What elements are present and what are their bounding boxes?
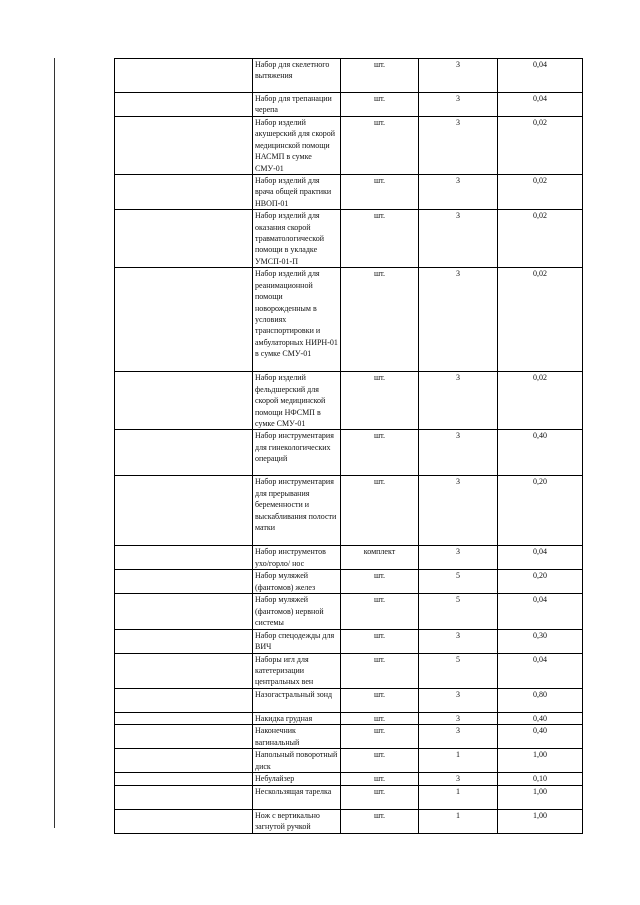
item-name-cell: Набор изделий для врача общей практики НВОП-01 (253, 175, 341, 210)
item-name-cell: Набор изделий для реанимационной помощи новорожденным в условиях транспортировки и амбулаторных НИРН-01 в сумке СМУ-01 (253, 268, 341, 372)
table-row (115, 430, 583, 476)
rate-cell: 0,04 (498, 546, 583, 570)
rate-cell: 1,00 (498, 785, 583, 809)
row-index-cell (115, 210, 253, 268)
unit-cell: шт. (341, 653, 419, 688)
unit-cell: шт. (341, 372, 419, 430)
rate-cell: 0,04 (498, 93, 583, 117)
quantity-cell: 3 (419, 629, 498, 653)
row-index-cell (115, 372, 253, 430)
unit-cell: шт. (341, 117, 419, 175)
rate-cell: 0,02 (498, 175, 583, 210)
quantity-cell: 5 (419, 653, 498, 688)
item-name-cell: Набор инструментария для прерывания беременности и выскабливания полости матки (253, 476, 341, 546)
row-index-cell (115, 688, 253, 712)
quantity-cell: 5 (419, 570, 498, 594)
item-name-cell: Наконечник вагинальный (253, 725, 341, 749)
row-index-cell (115, 476, 253, 546)
unit-cell: шт. (341, 210, 419, 268)
table-row (115, 372, 583, 430)
item-name-cell: Набор изделий для оказания скорой травматологической помощи в укладке УМСП-01-П (253, 210, 341, 268)
rate-cell: 0,30 (498, 629, 583, 653)
row-index-cell (115, 430, 253, 476)
row-index-cell (115, 117, 253, 175)
quantity-cell: 3 (419, 117, 498, 175)
quantity-cell: 3 (419, 268, 498, 372)
row-index-cell (115, 712, 253, 724)
row-index-cell (115, 653, 253, 688)
table-row (115, 725, 583, 749)
quantity-cell: 1 (419, 809, 498, 833)
table-row (115, 570, 583, 594)
unit-cell: шт. (341, 725, 419, 749)
table-row (115, 268, 583, 372)
item-name-cell: Набор изделий акушерский для скорой медицинской помощи НАСМП в сумке СМУ-01 (253, 117, 341, 175)
row-index-cell (115, 546, 253, 570)
table-row (115, 476, 583, 546)
row-index-cell (115, 773, 253, 785)
rate-cell: 1,00 (498, 809, 583, 833)
quantity-cell: 3 (419, 175, 498, 210)
unit-cell: комплект (341, 546, 419, 570)
unit-cell: шт. (341, 93, 419, 117)
rate-cell: 0,80 (498, 688, 583, 712)
item-name-cell: Нескользящая тарелка (253, 785, 341, 809)
unit-cell: шт. (341, 749, 419, 773)
rate-cell: 0,20 (498, 476, 583, 546)
item-name-cell: Наборы игл для катетеризации центральных вен (253, 653, 341, 688)
quantity-cell: 3 (419, 372, 498, 430)
quantity-cell: 3 (419, 725, 498, 749)
row-index-cell (115, 725, 253, 749)
table-body (115, 59, 583, 834)
rate-cell: 0,40 (498, 430, 583, 476)
rate-cell: 0,40 (498, 712, 583, 724)
table-row (115, 594, 583, 629)
unit-cell: шт. (341, 268, 419, 372)
rate-cell: 0,04 (498, 594, 583, 629)
item-name-cell: Набор инструментария для гинекологических операций (253, 430, 341, 476)
unit-cell: шт. (341, 712, 419, 724)
unit-cell: шт. (341, 175, 419, 210)
rate-cell: 0,02 (498, 268, 583, 372)
table-row (115, 749, 583, 773)
rate-cell: 0,02 (498, 117, 583, 175)
table-row (115, 785, 583, 809)
row-index-cell (115, 93, 253, 117)
left-margin-rule (54, 58, 55, 828)
row-index-cell (115, 809, 253, 833)
quantity-cell: 3 (419, 93, 498, 117)
quantity-cell: 3 (419, 430, 498, 476)
rate-cell: 0,04 (498, 653, 583, 688)
quantity-cell: 5 (419, 594, 498, 629)
rate-cell: 0,10 (498, 773, 583, 785)
table-row (115, 809, 583, 833)
unit-cell: шт. (341, 59, 419, 93)
table-row (115, 93, 583, 117)
table-row (115, 210, 583, 268)
unit-cell: шт. (341, 430, 419, 476)
unit-cell: шт. (341, 570, 419, 594)
item-name-cell: Набор изделий фельдшерский для скорой медицинской помощи НФСМП в сумке СМУ-01 (253, 372, 341, 430)
rate-cell: 0,04 (498, 59, 583, 93)
row-index-cell (115, 629, 253, 653)
table-row (115, 773, 583, 785)
rate-cell: 0,40 (498, 725, 583, 749)
item-name-cell: Набор муляжей (фантомов) нервной системы (253, 594, 341, 629)
row-index-cell (115, 785, 253, 809)
row-index-cell (115, 175, 253, 210)
unit-cell: шт. (341, 476, 419, 546)
rate-cell: 0,02 (498, 210, 583, 268)
item-name-cell: Набор инструментов ухо/горло/ нос (253, 546, 341, 570)
row-index-cell (115, 749, 253, 773)
unit-cell: шт. (341, 594, 419, 629)
item-name-cell: Нож с вертикально загнутой ручкой (253, 809, 341, 833)
item-name-cell: Набор муляжей (фантомов) желез (253, 570, 341, 594)
item-name-cell: Набор для скелетного вытяжения (253, 59, 341, 93)
item-name-cell: Набор спецодежды для ВИЧ (253, 629, 341, 653)
table-row (115, 653, 583, 688)
item-name-cell: Накидка грудная (253, 712, 341, 724)
table-row (115, 688, 583, 712)
item-name-cell: Набор для трепанации черепа (253, 93, 341, 117)
unit-cell: шт. (341, 688, 419, 712)
unit-cell: шт. (341, 809, 419, 833)
table-row (115, 59, 583, 93)
quantity-cell: 3 (419, 59, 498, 93)
item-name-cell: Напольный поворотный диск (253, 749, 341, 773)
unit-cell: шт. (341, 785, 419, 809)
quantity-cell: 3 (419, 210, 498, 268)
row-index-cell (115, 59, 253, 93)
quantity-cell: 3 (419, 546, 498, 570)
quantity-cell: 1 (419, 749, 498, 773)
quantity-cell: 3 (419, 712, 498, 724)
rate-cell: 1,00 (498, 749, 583, 773)
rate-cell: 0,20 (498, 570, 583, 594)
quantity-cell: 3 (419, 476, 498, 546)
row-index-cell (115, 594, 253, 629)
unit-cell: шт. (341, 773, 419, 785)
item-name-cell: Назогастральный зонд (253, 688, 341, 712)
row-index-cell (115, 570, 253, 594)
quantity-cell: 3 (419, 688, 498, 712)
table-row (115, 175, 583, 210)
unit-cell: шт. (341, 629, 419, 653)
table-row (115, 117, 583, 175)
quantity-cell: 3 (419, 773, 498, 785)
quantity-cell: 1 (419, 785, 498, 809)
item-name-cell: Небулайзер (253, 773, 341, 785)
equipment-table (114, 58, 583, 834)
table-row (115, 712, 583, 724)
row-index-cell (115, 268, 253, 372)
rate-cell: 0,02 (498, 372, 583, 430)
table-row (115, 629, 583, 653)
table-row (115, 546, 583, 570)
